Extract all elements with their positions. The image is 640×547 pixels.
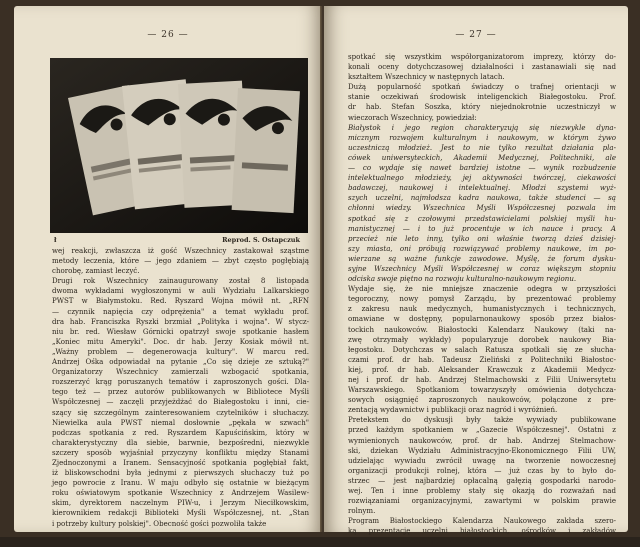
text-line: manistycznej — i to już procentuje w ich nauce i pracy. A: [348, 223, 616, 233]
text-line: kierownikiem redakcji Biblioteki Myśli Współczesnej, nt. „Stan: [52, 508, 309, 518]
text-line: podczas spotkania z red. Ryszardem Kapuścińskim, który w: [52, 427, 309, 437]
text-line: syjne Wszechnicy Myśli Współczesnej w coraz większym stopniu: [348, 263, 616, 273]
left-page: [14, 6, 322, 532]
text-line: omawiane w dostępny, popularnonaukowy sposób przez białos-: [348, 314, 616, 324]
text-line: dwoma wykładami wygłoszonymi w auli Wydziału Lalkarskiego: [52, 286, 309, 296]
photo-caption-left: ł: [54, 236, 57, 244]
text-line: Niewielka aula PWST niemal dosłownie „pękała w szwach": [52, 417, 309, 427]
text-line: Dużą popularność spotkań świadczy o trafnej orientacji w: [348, 82, 616, 92]
text-line: tockich naukowców. Białostocki Kalendarz Naukowy (taki na-: [348, 324, 616, 334]
text-line: kształtem Wszechnicy w następnych latach.: [348, 72, 505, 82]
text-line: wierzane są ważne funkcje zawodowe. Myślę, że forum dysku-: [348, 253, 616, 263]
text-line: Zjednoczonymi a Iranem. Sensacyjność spotkania pogłębiał fakt,: [52, 457, 309, 467]
photo-credit: Reprod. S. Ostapczuk: [222, 236, 300, 244]
text-line: szy miasta, oni próbują rozwiązywać problemy naukowe, im po-: [348, 243, 616, 253]
text-line: wej. Ten i inne problemy stały się okazją do rozważań nad: [348, 486, 616, 496]
text-line: skim, dyrektorem naczelnym PIW-u, i Jerzym Nieciłkowskim,: [52, 498, 309, 508]
text-line: rozszerzyć krąg poruszanych tematów i zaproszonych gości. Dla-: [52, 377, 309, 387]
text-line: chorobę, zamiast leczyć.: [52, 266, 140, 276]
text-line: Pretekstem do dyskusji były także wywiady publikowane: [348, 415, 616, 425]
book-covers-photo: [50, 58, 308, 233]
text-line: Program Białostockiego Kalendarza Naukowego zakłada szero-: [348, 516, 616, 526]
text-line: metody leczenia, które — jego zdaniem — zbyt często pogłębiają: [52, 256, 309, 266]
text-line: charakterystyczny dla siebie, barwnie, bezpośredni, niezwykle: [52, 437, 309, 447]
text-line: kiej, prof. dr hab. Aleksander Krawczuk z Akademii Medycz-: [348, 364, 616, 374]
text-line: stanie oczekiwań środowisk inteligenckich Białegostoku. Prof.: [348, 92, 616, 102]
text-line: konali oceny dotychczasowej działalności i zastanawiali się nad: [348, 62, 616, 72]
text-line: sowych osiągnięć zaproszonych naukowców, połączone z pre-: [348, 395, 616, 405]
text-line: wymienionych naukowców, prof. dr hab. Andrzej Stelmachow-: [348, 435, 616, 445]
text-line: „Koniec mitu Ameryki". Doc. dr hab. Jerzy Kosiak mówił nt.: [52, 336, 309, 346]
text-line: zwę otrzymały wykłady) popularyzuje dorobek naukowy Bia-: [348, 334, 616, 344]
text-line: rolnym.: [348, 506, 376, 516]
text-line: Organizatorzy Wszechnicy zamierzali wzbogacić spotkania,: [52, 367, 309, 377]
text-line: organizacji produkcji rolnej, która — już czas by to było do-: [348, 465, 616, 475]
text-line: uczestniczą młodzież. Jest to nie tylko rezultat działania pla-: [348, 142, 616, 152]
text-line: odciska swoje piętno na rozwoju kulturalno-naukowym regionu.: [348, 274, 577, 284]
text-line: — czynnik napięcia czy odprężenia" a temat wykładu prof.: [52, 306, 309, 316]
text-line: ką prezentację uczelni białostockich, ośrodków i zakładów: [348, 526, 616, 536]
text-line: zentacją wydawnictw i publikacji oraz nagród i wyróżnień.: [348, 405, 558, 415]
text-line: szych uczelni, najmłodsza kadra naukowa, także studenci — są: [348, 193, 616, 203]
text-line: nej i prof. dr hab. Andrzej Stelmachowski z Filii Uniwersytetu: [348, 375, 616, 384]
text-line: roku oświatowym spotkanie Wszechnicy z Andrzejem Wasilew-: [52, 488, 309, 498]
text-line: czami prof. dr hab. Tadeusz Zieliński z Politechniki Białostoc-: [348, 354, 616, 364]
text-line: i potrzeby kultury polskiej". Obecność gości pozwoliła także: [52, 518, 267, 528]
text-line: udzielając wywiadu zwrócił uwagę na tworzenie nowoczesnej: [348, 455, 616, 465]
right-page: [324, 6, 628, 546]
text-line: szący się szczególnym zainteresowaniem czytelników i słuchaczy.: [52, 407, 309, 417]
text-line: Białystok i jego region charakteryzują się niezwykle dyna-: [348, 122, 616, 132]
page-number: — 27 —: [455, 30, 497, 40]
text-line: micznym rozwojem kulturalnym i naukowym, w którym żywo: [348, 132, 616, 142]
left-page-body: [52, 246, 309, 529]
photo-image: [50, 58, 308, 233]
text-line: łegostoku. Dotychczas w salach Ratusza spotkali się ze słucha-: [348, 344, 616, 354]
text-line: szczery sposób wyjaśniał przyczyny konfliktu między Stanami: [52, 447, 309, 457]
text-line: z zakresu nauk medycznych, humanistycznych i technicznych,: [348, 304, 616, 314]
text-line: spotkać się z czołowymi przedstawicielami polskiej myśli hu-: [348, 213, 616, 223]
text-line: tego też — przez autorów publikowanych w Bibliotece Myśli: [52, 387, 309, 397]
text-line: Andrzej Ośka odpowiadał na pytanie „Co się dzieje ze sztuką?": [52, 357, 309, 367]
text-line: iż bliskowschodni była jednymi z pierwszych słuchaczy tuż po: [52, 468, 309, 478]
page-number: — 26 —: [147, 30, 189, 40]
text-line: PWST w Białymstoku. Red. Ryszard Wojna mówił nt. „RFN: [52, 296, 309, 306]
text-line: Warszawskiego. Spotkaniom towarzyszyły omówienia dotychcza-: [348, 385, 616, 395]
right-page-body: [348, 52, 616, 547]
text-line: — co wydaje się nawet bardziej istotne — wynik rozbudzenie: [348, 163, 616, 173]
text-line: strzec — jest najbardziej opłacalną gałęzią gospodarki narodo-: [348, 475, 616, 485]
text-line: chłonni wiedzy. Wszechnica Myśli Współczesnej pozwala im: [348, 203, 616, 213]
text-line: badawczej, naukowej i intelektualnej. Młodzi szystemi wyż-: [348, 183, 616, 193]
text-line: dra hab. Franciszka Ryszki brzmiał „Polityka i wojna". W stycz-: [52, 316, 309, 326]
text-line: cówek uniwersyteckich, Akademii Medycznej, Politechniki, ale: [348, 152, 616, 162]
text-line: Drugi rok Wszechnicy zainaugurowany został 8 listopada: [52, 276, 309, 286]
text-line: wieczorach Wszechnicy, powiedział:: [348, 112, 477, 122]
text-line: rozwiązaniami organizacyjnymi, zawartymi w polskim prawie: [348, 496, 616, 506]
text-line: „Ważny problem — degenerowacja kultury". W marcu red.: [52, 346, 309, 356]
text-line: przecież nie leto inny, tylko oni właśnie tworzą dzieś dzisiej-: [348, 233, 616, 243]
text-line: niu br. red. Wiesław Górnicki opatrzył swoje spotkanie hasłem: [52, 326, 309, 336]
text-line: Współczesnej — zaczęli przyjeżdżać do Białegostoku i inni, cie-: [52, 397, 309, 407]
text-line: jego powrocie z Iranu. W maju odbyło się ostatnie w bieżącym: [52, 478, 309, 488]
text-line: spotkać się wszystkim współorganizatorom imprezy, którzy do-: [348, 52, 616, 61]
text-line: dr hab. Stefan Soszka, który niejednokrotnie uczestniczył w: [348, 102, 616, 112]
text-line: Wydaje się, że nie mniejsze znaczenie odegra w przyszłości: [348, 284, 616, 294]
text-line: ski, dziekan Wydziału Administracyjno-Ekonomicznego Filii UW,: [348, 445, 616, 455]
text-line: naukowych; przewiduje także informowanie słuchaczy o sesjach,: [348, 536, 616, 546]
text-line: przed każdym spotkaniem w „Gazecie Współczesnej". Ostatni z: [348, 425, 616, 435]
text-line: tegoroczny, nowy pomysł Zarządu, by prezentować problemy: [348, 294, 616, 304]
text-line: wej reakcji, zwłaszcza iż gość Wszechnicy zastakował sząstme: [52, 246, 309, 255]
text-line: intelektualnego młodzieży, jej aktywności twórczej, ciekawości: [348, 173, 616, 183]
